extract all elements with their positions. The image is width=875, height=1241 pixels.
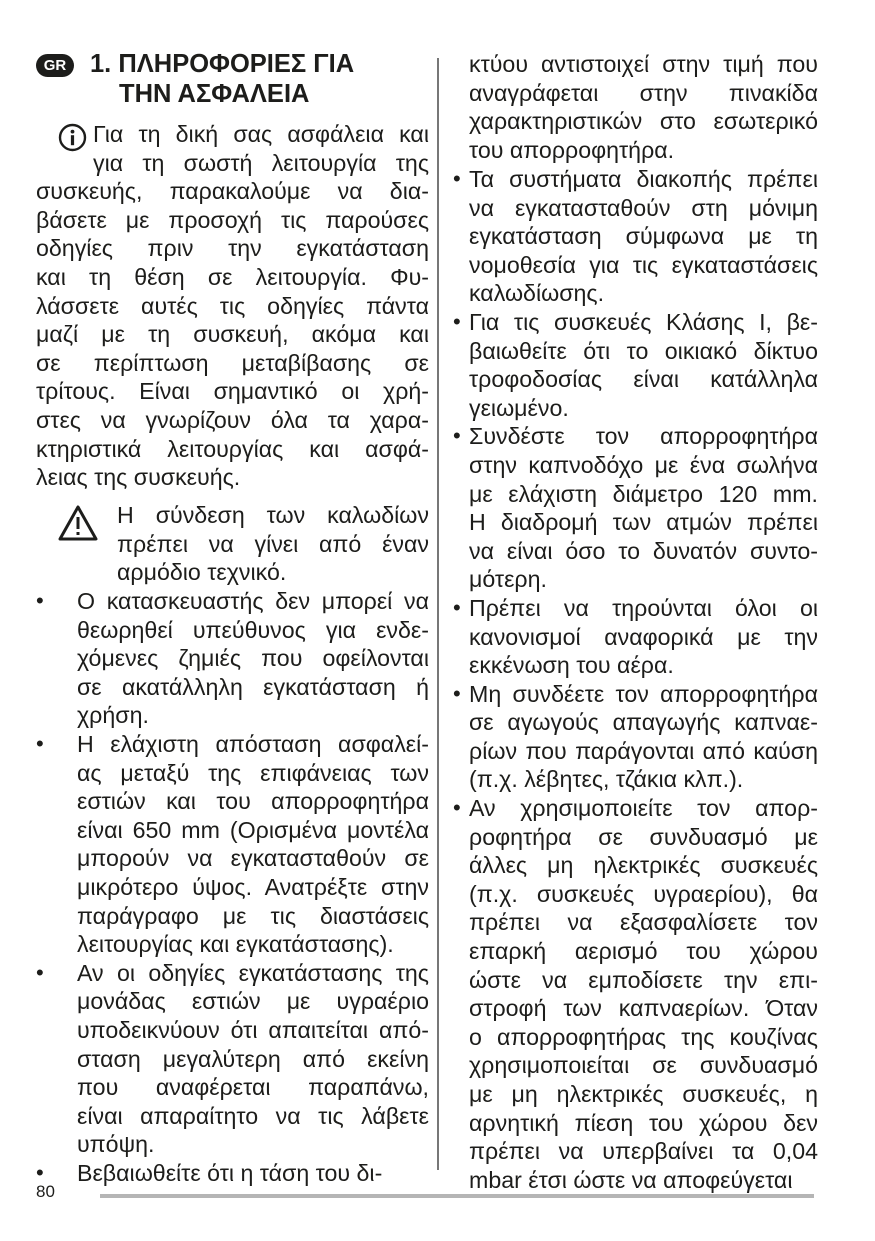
text-line: βαιωθείτε ότι το οικιακό δίκτυο xyxy=(469,337,818,364)
text-line: Βεβαιωθείτε ότι η τάση του δι- xyxy=(77,1159,383,1186)
text-line: Η διαδρομή των ατμών πρέπει xyxy=(469,509,818,536)
bullet-item xyxy=(453,680,818,794)
text-line: (π.χ. λέβητες, τζάκια κλπ.). xyxy=(469,766,744,793)
warning-triangle-icon xyxy=(58,505,98,541)
text-line: του απορροφητήρα. xyxy=(469,136,675,163)
right-bullet-list xyxy=(453,165,818,1194)
text-line: μικρότερο ύψος. Ανατρέξτε στην xyxy=(77,873,429,900)
warning-paragraph xyxy=(117,501,429,587)
left-bullet-list xyxy=(36,587,429,1187)
text-line: τρίτους. Είναι σημαντικό οι χρή- xyxy=(36,378,429,405)
bullet-symbol: • xyxy=(453,423,461,449)
text-line: Για τις συσκευές Κλάσης Ι, βε- xyxy=(469,308,818,335)
bullet-item xyxy=(453,422,818,594)
text-line: μότερη. xyxy=(469,566,547,593)
text-line: να εγκατασταθούν στη μόνιμη xyxy=(469,194,818,221)
text-line: με μη ηλεκτρικές συσκευές, η xyxy=(469,1081,818,1107)
text-line: είναι απαραίτητο να τις λάβετε xyxy=(77,1102,429,1129)
text-line: Αν χρησιμοποιείτε τον απορ- xyxy=(469,795,818,822)
text-line: χόμενες ζημιές που οφείλονται xyxy=(77,645,429,672)
text-line: κτύου αντιστοιχεί στην τιμή που xyxy=(469,51,818,77)
text-line: στην καπνοδόχο με ένα σωλήνα xyxy=(469,451,818,478)
text-line: γειωμένο. xyxy=(469,394,569,421)
section-title-line-1: 1. ΠΛΗΡΟΦΟΡΙΕΣ ΓΙΑ xyxy=(90,50,355,78)
text-line: εστιών και του απορροφητήρα xyxy=(77,788,429,815)
text-line: λειας της συσκευής. xyxy=(36,464,241,491)
bullet-item xyxy=(453,165,818,308)
text-line: Πρέπει να τηρούνται όλοι οι xyxy=(469,594,818,621)
text-line: σε περίπτωση μεταβίβασης σε xyxy=(36,349,429,376)
bullet-symbol: • xyxy=(36,1159,44,1185)
bullet-symbol: • xyxy=(36,730,44,756)
page-number: 80 xyxy=(36,1182,55,1201)
text-line: χρησιμοποιείται σε συνδυασμό xyxy=(469,1052,818,1079)
bullet-symbol: • xyxy=(453,795,461,821)
text-line: που αναφέρεται παραπάνω, xyxy=(77,1074,429,1101)
text-line: στροφή των καπναερίων. Όταν xyxy=(469,995,818,1022)
text-line: επαρκή αερισμό του χώρου xyxy=(469,938,818,965)
bullet-item xyxy=(453,308,818,422)
intro-paragraph xyxy=(36,120,429,492)
text-line: οδηγίες πριν την εγκατάσταση xyxy=(36,235,429,262)
text-line: Για τη δική σας ασφάλεια και xyxy=(93,121,429,147)
text-line: ας μεταξύ της επιφάνειας των xyxy=(77,759,429,786)
text-line: νομοθεσία για τις εγκαταστάσεις xyxy=(469,251,818,278)
text-line: παράγραφο με τις διαστάσεις xyxy=(77,902,429,929)
text-line: και τη θέση σε λειτουργία. Φυ- xyxy=(36,263,429,290)
section-title-line-2: ΤΗΝ ΑΣΦΑΛΕΙΑ xyxy=(119,80,310,108)
text-line: είναι 650 mm (Ορισμένα μοντέλα xyxy=(77,816,429,843)
text-line: για τη σωστή λειτουργία της xyxy=(93,149,429,176)
text-line: σταση μεγαλύτερη από εκείνη xyxy=(77,1045,429,1072)
text-line: μονάδας εστιών με υγραέριο xyxy=(77,988,429,1015)
text-line: πρέπει να υπερβαίνει τα 0,04 xyxy=(469,1138,818,1165)
continuation-paragraph xyxy=(469,50,818,164)
text-line: κτηριστικά λειτουργίας και ασφά- xyxy=(36,435,429,462)
bullet-item xyxy=(36,959,429,1159)
text-line: Συνδέστε τον απορροφητήρα xyxy=(469,423,818,450)
bullet-symbol: • xyxy=(453,308,461,334)
text-line: mbar έτσι ώστε να αποφεύγεται xyxy=(469,1166,793,1193)
text-line: στες να γνωρίζουν όλα τα χαρα- xyxy=(36,406,429,433)
text-line: τροφοδοσίας είναι κατάλληλα xyxy=(469,366,818,393)
text-line: ροφητήρα σε συνδυασμό με xyxy=(469,823,818,850)
text-line: πρέπει να εξασφαλίσετε τον xyxy=(469,909,818,936)
text-line: μαζί με τη συσκευή, ακόμα και xyxy=(36,321,429,348)
text-line: να είναι όσο το δυνατόν συντο- xyxy=(469,537,818,564)
bullet-symbol: • xyxy=(453,680,461,706)
text-line: ο απορροφητήρας της κουζίνας xyxy=(469,1023,818,1050)
text-line: βάσετε με προσοχή τις παρούσες xyxy=(36,206,429,233)
text-line: καλωδίωσης. xyxy=(469,280,605,307)
text-line: Τα συστήματα διακοπής πρέπει xyxy=(469,166,818,192)
text-line: Ο κατασκευαστής δεν μπορεί να xyxy=(77,588,429,614)
text-line: εγκατάσταση σύμφωνα με τη xyxy=(469,223,818,250)
text-line: Αν οι οδηγίες εγκατάστασης της xyxy=(77,959,429,986)
text-line: άλλες μη ηλεκτρικές συσκευές xyxy=(469,852,818,879)
text-line: υποδεικνύουν ότι απαιτείται από- xyxy=(77,1016,429,1043)
bullet-symbol: • xyxy=(36,959,44,985)
text-line: Η ελάχιστη απόσταση ασφαλεί- xyxy=(77,730,429,757)
text-line: ώστε να εμποδίσετε την επι- xyxy=(469,966,818,993)
bullet-item xyxy=(36,587,429,730)
text-line: Μη συνδέετε τον απορροφητήρα xyxy=(469,680,818,707)
text-line: λάσσετε αυτές τις οδηγίες πάντα xyxy=(36,292,429,319)
text-line: συσκευής, παρακαλούμε να δια- xyxy=(36,178,429,205)
bullet-symbol: • xyxy=(36,588,44,613)
text-line: αρνητική πίεση του χώρου δεν xyxy=(469,1109,818,1136)
bullet-symbol: • xyxy=(453,166,461,191)
bullet-item xyxy=(36,730,429,959)
text-line: εκκένωση του αέρα. xyxy=(469,652,674,679)
text-line: ρίων που παράγονται από καύση xyxy=(469,737,818,764)
text-line: Η σύνδεση των καλωδίων xyxy=(117,502,429,528)
text-line: θεωρηθεί υπεύθυνος για ενδε- xyxy=(77,616,429,643)
text-line: (π.χ. συσκευές υγραερίου), θα xyxy=(469,880,818,907)
text-line: σε ακατάλληλη εγκατάσταση ή xyxy=(77,673,429,700)
language-badge: GR xyxy=(36,54,74,77)
text-line: σε αγωγούς απαγωγής καπναε- xyxy=(469,709,818,736)
text-line: χρήση. xyxy=(77,702,149,729)
footer-rule xyxy=(100,1194,814,1198)
text-line: χαρακτηριστικών στο εσωτερικό xyxy=(469,108,818,135)
column-divider xyxy=(437,58,439,1170)
text-line: αναγράφεται στην πινακίδα xyxy=(469,79,818,106)
text-line: λειτουργίας και εγκατάστασης). xyxy=(77,931,394,958)
text-line: πρέπει να γίνει από έναν xyxy=(117,530,429,557)
bullet-symbol: • xyxy=(453,594,461,620)
bullet-item xyxy=(453,794,818,1194)
bullet-item xyxy=(36,1159,429,1188)
text-line: με ελάχιστη διάμετρο 120 mm. xyxy=(469,480,818,507)
bullet-item xyxy=(453,594,818,680)
text-line: μπορούν να εγκατασταθούν σε xyxy=(77,845,429,872)
text-line: αρμόδιο τεχνικό. xyxy=(117,559,287,586)
text-line: κανονισμοί αναφορικά με την xyxy=(469,623,818,650)
text-line: υπόψη. xyxy=(77,1131,155,1158)
